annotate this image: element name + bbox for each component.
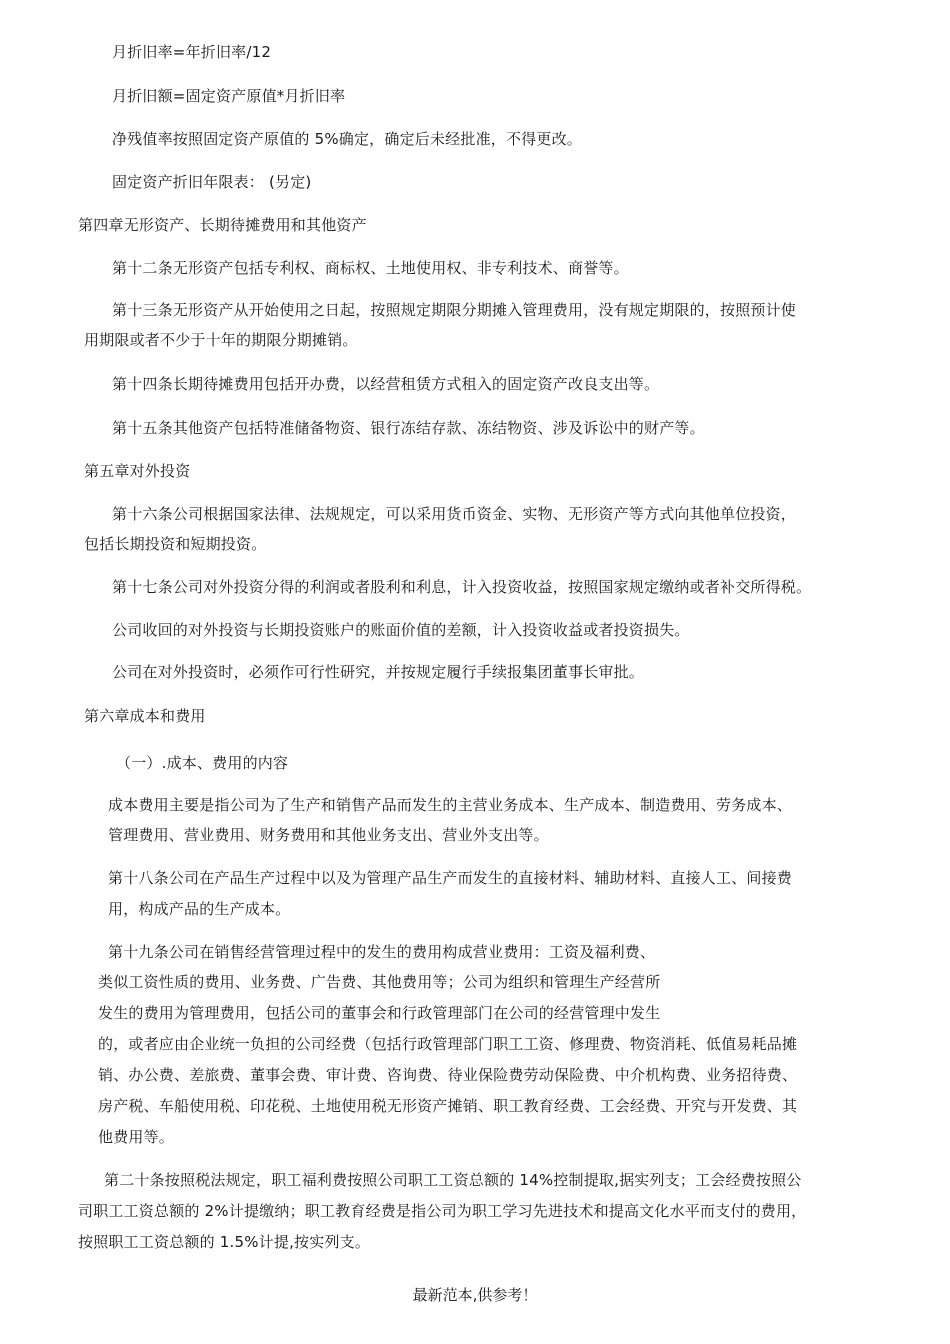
paragraph-line: 第二十条按照税法规定，职工福利费按照公司职工工资总额的 14%控制提取,据实列支；工会经费按照公 [104, 1171, 802, 1189]
paragraph-line: 他费用等。 [98, 1128, 175, 1146]
chapter-heading: 第五章对外投资 [84, 462, 191, 480]
paragraph-line: 公司收回的对外投资与长期投资账户的账面价值的差额，计入投资收益或者投资损失。 [112, 621, 690, 639]
paragraph-line: 成本费用主要是指公司为了生产和销售产品而发生的主营业务成本、生产成本、制造费用、劳务成本、 [108, 796, 793, 814]
paragraph-line: 净残值率按照固定资产原值的 5%确定，确定后未经批准，不得更改。 [112, 130, 582, 148]
paragraph-line: 发生的费用为管理费用，包括公司的董事会和行政管理部门在公司的经营管理中发生 [98, 1004, 661, 1022]
paragraph-line: 月折旧额=固定资产原值*月折旧率 [112, 87, 346, 105]
paragraph-line: 第十七条公司对外投资分得的利润或者股利和利息，计入投资收益，按照国家规定缴纳或者补交所得税。 [112, 578, 812, 596]
paragraph-line: 管理费用、营业费用、财务费用和其他业务支出、营业外支出等。 [108, 826, 549, 844]
paragraph-line: 用，构成产品的生产成本。 [108, 900, 291, 918]
paragraph-line: 第十二条无形资产包括专利权、商标权、土地使用权、非专利技术、商誉等。 [112, 259, 629, 277]
page-footer: 最新范本,供参考！ [412, 1286, 538, 1304]
paragraph-line: 房产税、车船使用税、印花税、土地使用税无形资产摊销、职工教育经费、工会经费、开究与开发费、其 [98, 1097, 798, 1115]
paragraph-line: 公司在对外投资时，必须作可行性研究，并按规定履行手续报集团董事长审批。 [112, 663, 645, 681]
paragraph-line: 用期限或者不少于十年的期限分期摊销。 [84, 331, 358, 349]
section-heading: （一）.成本、费用的内容 [116, 754, 289, 772]
paragraph-line: 类似工资性质的费用、业务费、广告费、其他费用等；公司为组织和管理生产经营所 [98, 973, 661, 991]
paragraph-line: 按照职工工资总额的 1.5%计提,按实列支。 [78, 1233, 371, 1251]
paragraph-line: 固定资产折旧年限表： (另定) [112, 173, 312, 191]
paragraph-line: 第十八条公司在产品生产过程中以及为管理产品生产而发生的直接材料、辅助材料、直接人工、间接费 [108, 869, 793, 887]
paragraph-line: 包括长期投资和短期投资。 [84, 535, 267, 553]
chapter-heading: 第六章成本和费用 [84, 707, 206, 725]
chapter-heading: 第四章无形资产、长期待摊费用和其他资产 [78, 216, 367, 234]
paragraph-line: 销、办公费、差旅费、董事会费、审计费、咨询费、待业保险费劳动保险费、中介机构费、业务招待费、 [98, 1066, 798, 1084]
paragraph-line: 第十九条公司在销售经营管理过程中的发生的费用构成营业费用：工资及福利费、 [108, 943, 656, 961]
paragraph-line: 第十三条无形资产从开始使用之日起，按照规定期限分期摊入管理费用，没有规定期限的，按照预计使 [112, 301, 797, 319]
paragraph-line: 第十六条公司根据国家法律、法规规定，可以采用货币资金、实物、无形资产等方式向其他单位投资， [112, 505, 797, 523]
paragraph-line: 的，或者应由企业统一负担的公司经费（包括行政管理部门职工工资、修理费、物资消耗、低值易耗品摊 [98, 1035, 798, 1053]
paragraph-line: 第十五条其他资产包括特准储备物资、银行冻结存款、冻结物资、涉及诉讼中的财产等。 [112, 419, 705, 437]
paragraph-line: 司职工工资总额的 2%计提缴纳；职工教育经费是指公司为职工学习先进技术和提高文化水平而支付的费用， [78, 1202, 807, 1220]
paragraph-line: 第十四条长期待摊费用包括开办费，以经营租赁方式租入的固定资产改良支出等。 [112, 375, 660, 393]
paragraph-line: 月折旧率=年折旧率/12 [112, 43, 272, 61]
